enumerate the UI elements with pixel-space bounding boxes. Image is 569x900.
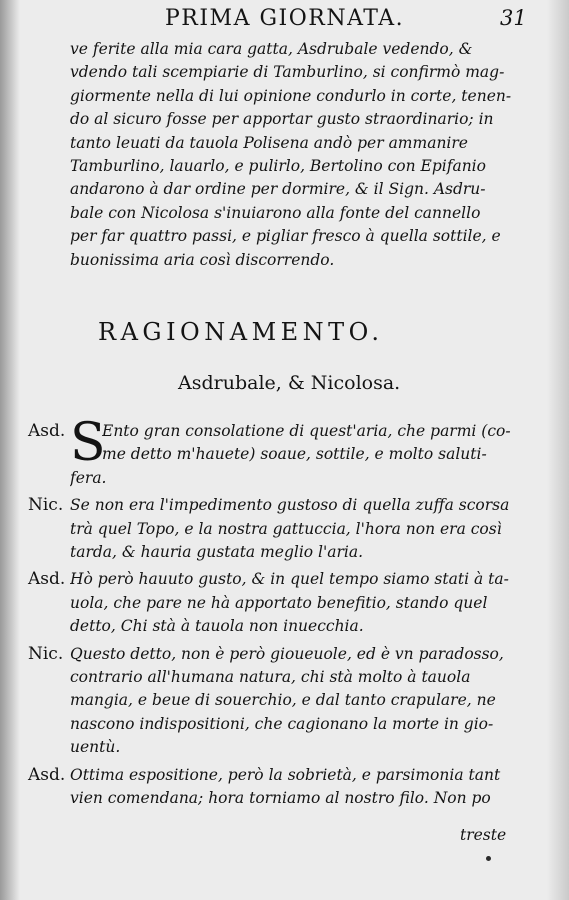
speech-line: Questo detto, non è però gioueuole, ed è vn paradosso, [70,644,504,663]
speaker-label: Nic. [28,643,64,664]
dropcap-lines [102,420,520,467]
speech-text [70,643,520,760]
dialogue [28,413,528,815]
speech-text [70,494,520,564]
speech-line: uentù. [70,738,121,757]
speaker-label: Asd. [28,764,66,785]
catchword: treste [460,826,507,844]
speech-line: trà quel Topo, e la nostra gattuccia, l'hora non era così [70,519,502,538]
narrative-paragraph [70,38,520,272]
speech-line: Se non era l'impedimento gustoso di quella zuffa scorsa [70,496,510,515]
dialogue-entry [28,568,528,638]
narrative-line: per far quattro passi, e pigliar fresco à quella sottile, e [70,227,501,246]
speech-line: Hò però hauuto gusto, & in quel tempo siamo stati à ta- [70,570,509,589]
speech-line: contrario all'humana natura, chi stà molto à tauola [70,668,471,687]
speech-line: nascono indispositioni, che cagionano la morte in gio- [70,714,494,733]
speech-line: fera. [70,468,107,487]
speech-line: mangia, e beue di souerchio, e dal tanto crapulare, ne [70,691,496,710]
speech-line: tarda, & hauria gustata meglio l'aria. [70,543,364,562]
section-title: RAGIONAMENTO. [98,318,384,346]
speakers-line: Asdrubale, & Nicolosa. [178,372,401,394]
speech-text [70,764,520,811]
drop-cap-letter: S [70,413,106,473]
speech-line: uola, che pare ne hà apportato benefitio, stando quel [70,593,488,612]
page-edge-bleed [547,0,569,900]
speech-line: detto, Chi stà à tauola non inuecchia. [70,617,364,636]
speech-line: vien comendana; hora torniamo al nostro filo. Non po [70,789,491,808]
narrative-line: bale con Nicolosa s'inuiarono alla fonte del cannello [70,203,481,222]
speech-line: Ottima espositione, però la sobrietà, e parsimonia tant [70,765,501,784]
narrative-line: buonissima aria così discorrendo. [70,250,335,269]
dialogue-entry [28,413,528,490]
speaker-label: Asd. [28,569,66,590]
dialogue-entry [28,494,528,564]
narrative-line: ve ferite alla mia cara gatta, Asdrubale vedendo, & [70,40,473,58]
narrative-line: andarono à dar ordine per dormire, & il Sign. Asdru- [70,180,486,199]
speech-text [70,568,520,638]
ink-dot [486,856,491,861]
dialogue-entry [28,764,528,811]
speaker-label: Nic. [28,495,64,516]
speech-line: me detto m'hauete) soaue, sottile, e molto saluti- [102,445,487,464]
running-head: PRIMA GIORNATA. [165,6,405,31]
gutter-shadow [0,0,20,900]
narrative-line: tanto leuati da tauola Polisena andò per ammanire [70,133,468,152]
page-header [0,6,569,34]
page-number: 31 [500,6,527,30]
speech-text [70,413,520,490]
dialogue-entry [28,643,528,760]
narrative-line: do al sicuro fosse per apportar gusto straordinario; in [70,110,494,129]
narrative-line: vdendo tali scempiarie di Tamburlino, si confirmò mag- [70,63,505,82]
dropcap-block [70,413,520,473]
narrative-line: Tamburlino, lauarlo, e pulirlo, Bertolino con Epifanio [70,157,486,176]
narrative-line: giormente nella di lui opinione condurlo in corte, tenen- [70,86,512,105]
speaker-label: Asd. [28,421,66,441]
speech-line: Ento gran consolatione di quest'aria, che parmi (co- [102,422,511,440]
